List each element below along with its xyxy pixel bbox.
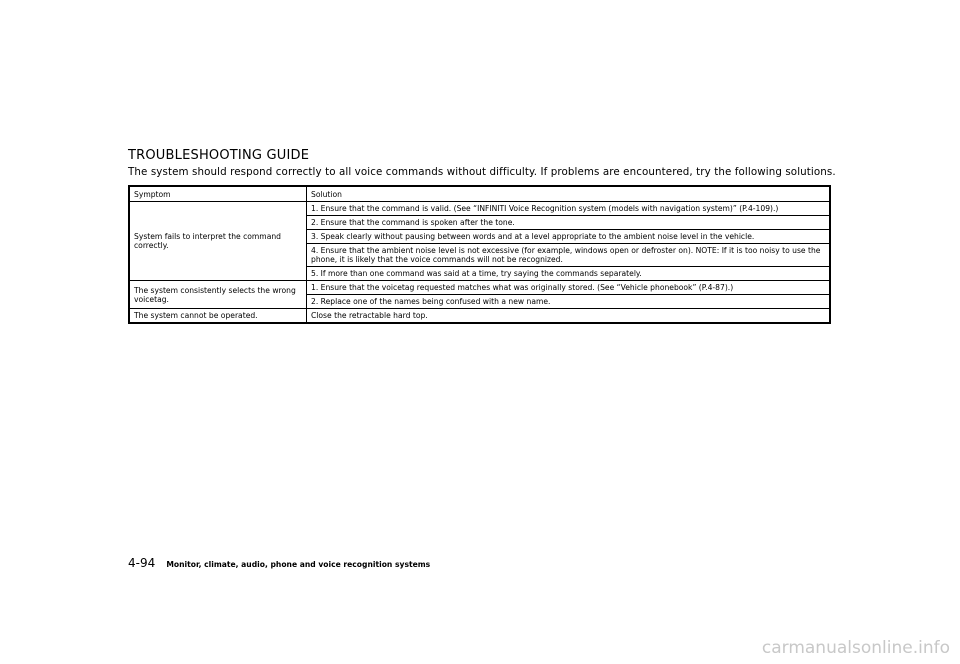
- symptom-cell: The system cannot be operated.: [129, 309, 307, 324]
- table-row: [129, 309, 830, 324]
- intro-paragraph: The system should respond correctly to all voice commands without difficulty. If problems are encountered, try the following solutions.: [128, 166, 836, 178]
- solution-cell: 5. If more than one command was said at a time, try saying the commands separately.: [307, 267, 831, 281]
- page-caption: Monitor, climate, audio, phone and voice recognition systems: [166, 560, 431, 569]
- solution-cell: 4. Ensure that the ambient noise level is not excessive (for example, windows open or defroster on). NOTE: If it is too noisy to use the phone, it is likely that the voice commands will not be recognized.: [307, 244, 831, 267]
- symptom-header: Symptom: [129, 186, 307, 202]
- page-number: 4-94: [128, 556, 156, 570]
- table-row: [129, 202, 830, 216]
- symptom-cell: The system consistently selects the wrong voicetag.: [129, 281, 307, 309]
- watermark: carmanualsonline.info: [761, 638, 950, 658]
- symptom-cell: System fails to interpret the command correctly.: [129, 202, 307, 281]
- solution-cell: Close the retractable hard top.: [307, 309, 831, 324]
- solution-cell: 3. Speak clearly without pausing between words and at a level appropriate to the ambient noise level in the vehicle.: [307, 230, 831, 244]
- solution-cell: 1. Ensure that the command is valid. (See “INFINITI Voice Recognition system (models with navigation system)” (P.4-109).): [307, 202, 831, 216]
- solution-cell: 1. Ensure that the voicetag requested matches what was originally stored. (See “Vehicle phonebook” (P.4-87).): [307, 281, 831, 295]
- page-footer: [128, 552, 430, 571]
- solution-cell: 2. Replace one of the names being confused with a new name.: [307, 295, 831, 309]
- table-header-row: [129, 186, 830, 202]
- solution-header: Solution: [307, 186, 831, 202]
- solution-cell: 2. Ensure that the command is spoken after the tone.: [307, 216, 831, 230]
- section-title: TROUBLESHOOTING GUIDE: [128, 148, 310, 163]
- table-row: [129, 281, 830, 295]
- troubleshooting-table: [128, 185, 831, 324]
